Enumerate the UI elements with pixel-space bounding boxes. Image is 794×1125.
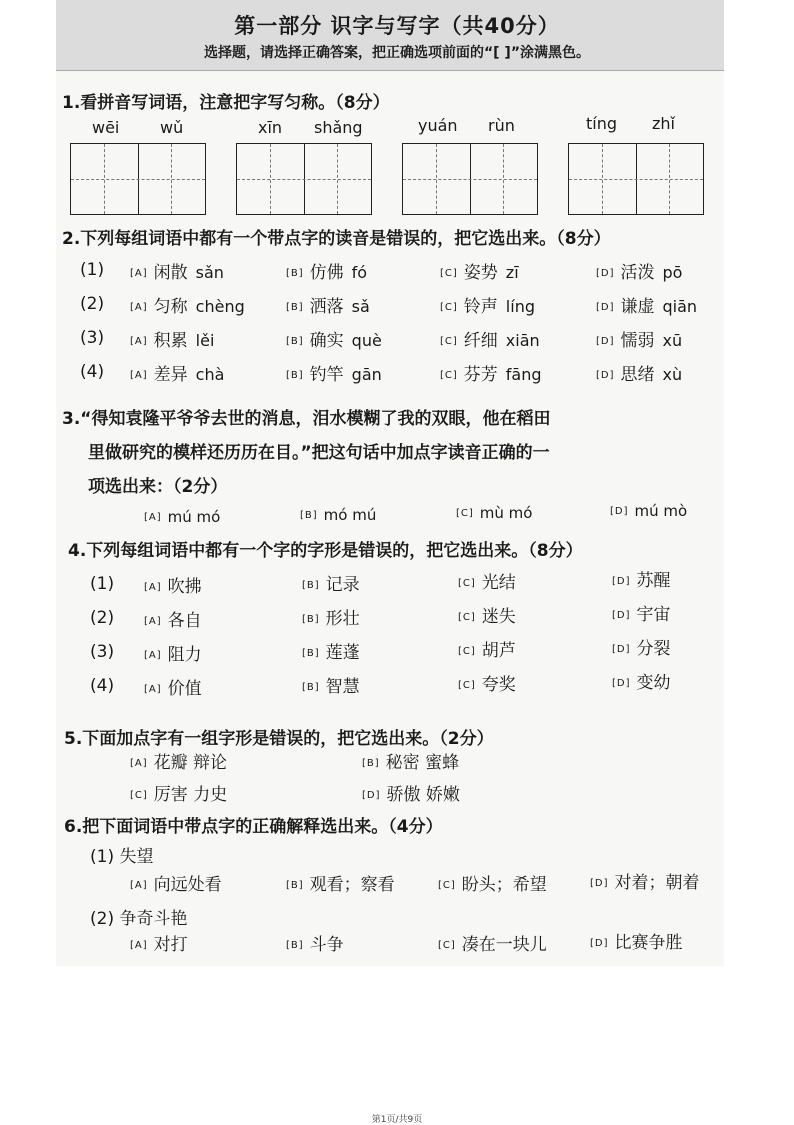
answer-option[interactable]: [C] 凑在一块儿 <box>438 935 547 955</box>
writing-grid[interactable] <box>70 143 206 215</box>
q1-pinyin: xīn <box>258 118 283 137</box>
q1-pinyin: wēi <box>92 118 120 137</box>
answer-option[interactable]: [B] 洒落 sǎ <box>286 297 370 317</box>
answer-option[interactable]: [A] 闲散 sǎn <box>130 263 224 283</box>
q2-row-number: (1) <box>80 260 105 280</box>
answer-option[interactable]: [A] 匀称 chèng <box>130 297 245 317</box>
answer-option[interactable]: [A] 向远处看 <box>130 875 222 895</box>
writing-grid[interactable] <box>236 143 372 215</box>
answer-option[interactable]: [A] 各自 <box>144 611 202 631</box>
writing-grid[interactable] <box>402 143 538 215</box>
answer-option[interactable]: [C] 铃声 líng <box>440 297 535 317</box>
answer-option[interactable]: [A] 积累 lěi <box>130 331 215 351</box>
answer-option[interactable]: [B] 形壮 <box>302 609 360 629</box>
answer-option[interactable]: [A] mú mó <box>144 508 221 526</box>
answer-option[interactable]: [C] 姿势 zī <box>440 263 519 283</box>
answer-option[interactable]: [D] 分裂 <box>612 639 671 659</box>
q1-pinyin: zhǐ <box>652 114 675 133</box>
q4-heading: 4.下列每组词语中都有一个字的字形是错误的，把它选出来。（8分） <box>68 541 583 561</box>
answer-option[interactable]: [D] 对着；朝着 <box>590 873 700 893</box>
q2-heading: 2.下列每组词语中都有一个带点字的读音是错误的，把它选出来。（8分） <box>62 229 611 249</box>
q3-line: 里做研究的模样还历历在目。”把这句话中加点字读音正确的一 <box>88 443 550 463</box>
answer-option[interactable]: [A] 价值 <box>144 679 202 699</box>
answer-option[interactable]: [A] 花瓣 辩论 <box>130 753 228 773</box>
answer-option[interactable]: [A] 差异 chà <box>130 365 225 385</box>
answer-option[interactable]: [D] 骄傲 娇嫩 <box>362 785 460 805</box>
answer-option[interactable]: [D] 活泼 pō <box>596 263 683 283</box>
answer-option[interactable]: [B] mó mú <box>300 506 377 524</box>
answer-option[interactable]: [C] 光结 <box>458 573 516 593</box>
answer-option[interactable]: [C] 芬芳 fāng <box>440 365 542 385</box>
q4-row-number: (1) <box>90 574 115 594</box>
q2-row-number: (3) <box>80 328 105 348</box>
section-title: 第一部分 识字与写字（共40分） <box>234 14 560 38</box>
answer-option[interactable]: [C] 盼头；希望 <box>438 875 547 895</box>
answer-option[interactable]: [B] 记录 <box>302 575 360 595</box>
answer-option[interactable]: [D] 谦虚 qiān <box>596 297 698 317</box>
answer-option[interactable]: [B] 斗争 <box>286 935 344 955</box>
answer-option[interactable]: [C] 厉害 力史 <box>130 785 228 805</box>
answer-option[interactable]: [B] 秘密 蜜蜂 <box>362 753 460 773</box>
q1-pinyin: rùn <box>488 116 515 135</box>
q4-row-number: (2) <box>90 608 115 628</box>
answer-option[interactable]: [D] 比赛争胜 <box>590 933 683 953</box>
answer-option[interactable]: [B] 仿佛 fó <box>286 263 368 283</box>
q1-pinyin: wǔ <box>160 118 184 137</box>
answer-option[interactable]: [A] 阻力 <box>144 645 202 665</box>
answer-option[interactable]: [B] 确实 què <box>286 331 382 351</box>
answer-option[interactable]: [A] 吹拂 <box>144 577 202 597</box>
q6-sub-label: (1) 失望 <box>90 847 154 867</box>
answer-option[interactable]: [B] 智慧 <box>302 677 360 697</box>
answer-option[interactable]: [D] 苏醒 <box>612 571 671 591</box>
section-instruction: 选择题，请选择正确答案，把正确选项前面的“[ ]”涂满黑色。 <box>203 45 591 61</box>
q6-sub-label: (2) 争奇斗艳 <box>90 909 188 929</box>
q3-line: 3.“得知袁隆平爷爷去世的消息，泪水模糊了我的双眼，他在稻田 <box>62 409 551 429</box>
q5-heading: 5.下面加点字有一组字形是错误的，把它选出来。（2分） <box>64 729 494 749</box>
q2-row-number: (4) <box>80 362 105 382</box>
answer-option[interactable]: [D] 宇宙 <box>612 605 671 625</box>
q1-pinyin: yuán <box>418 116 458 135</box>
answer-option[interactable]: [A] 对打 <box>130 935 188 955</box>
q4-row-number: (3) <box>90 642 115 662</box>
page-number: 第1页/共9页 <box>371 1115 423 1125</box>
answer-option[interactable]: [D] mú mò <box>610 502 688 520</box>
answer-option[interactable]: [D] 懦弱 xū <box>596 331 683 351</box>
answer-option[interactable]: [C] 迷失 <box>458 607 516 627</box>
answer-option[interactable]: [B] 钓竿 gān <box>286 365 382 385</box>
writing-grid[interactable] <box>568 143 704 215</box>
answer-option[interactable]: [B] 观看；察看 <box>286 875 395 895</box>
answer-option[interactable]: [C] mù mó <box>456 504 533 522</box>
q1-pinyin: shǎng <box>314 118 363 137</box>
q1-heading: 1.看拼音写词语，注意把字写匀称。（8分） <box>62 93 390 113</box>
q6-heading: 6.把下面词语中带点字的正确解释选出来。（4分） <box>64 817 443 837</box>
q4-row-number: (4) <box>90 676 115 696</box>
answer-option[interactable]: [C] 胡芦 <box>458 641 516 661</box>
q3-line: 项选出来：（2分） <box>88 477 228 497</box>
answer-option[interactable]: [C] 纤细 xiān <box>440 331 540 351</box>
q2-row-number: (2) <box>80 294 105 314</box>
answer-option[interactable]: [C] 夸奖 <box>458 675 516 695</box>
answer-option[interactable]: [D] 思绪 xù <box>596 365 683 385</box>
answer-option[interactable]: [B] 莲蓬 <box>302 643 360 663</box>
q1-pinyin: tíng <box>586 114 618 133</box>
answer-option[interactable]: [D] 变幼 <box>612 673 671 693</box>
